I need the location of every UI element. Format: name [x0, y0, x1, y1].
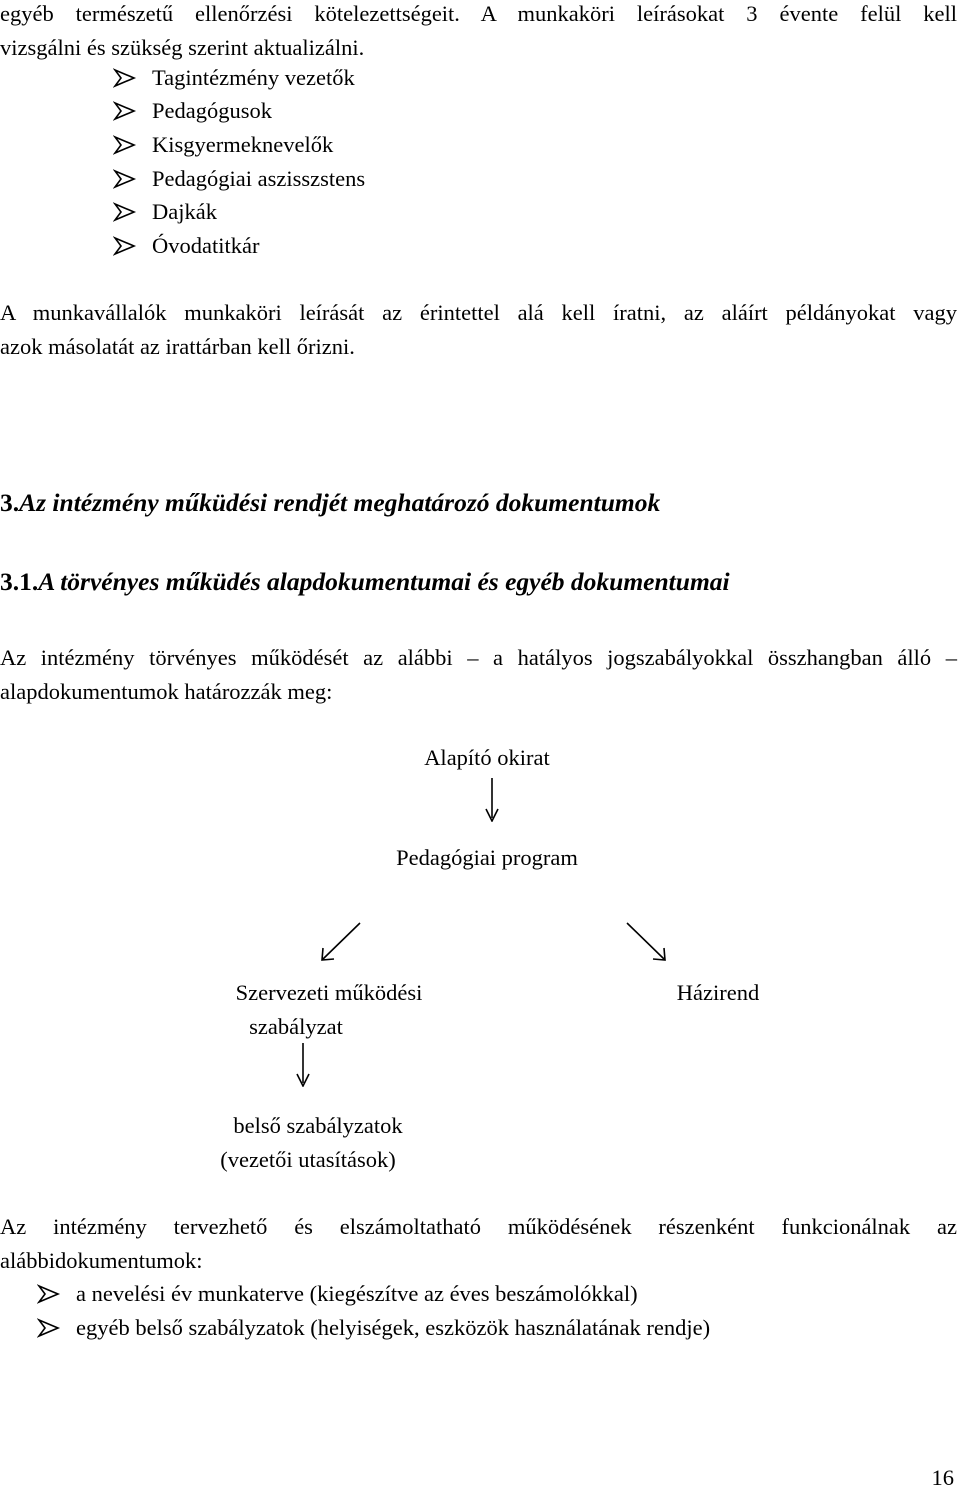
subsection-heading	[0, 569, 730, 595]
arrowhead-bullet-icon	[113, 68, 137, 88]
node-founding-document: Alapító okirat	[424, 745, 550, 770]
node-internal-rules: belső szabályzatok	[233, 1113, 403, 1138]
arrowhead-bullet-icon	[37, 1318, 61, 1338]
arrowhead-bullet-icon	[113, 101, 137, 121]
list-item	[152, 235, 259, 258]
paragraph-line: Az intézmény törvényes működését az alábbi – a hatályos jogszabályokkal összhangban álló –	[0, 645, 957, 670]
node-pedagogical-program: Pedagógiai program	[396, 845, 578, 870]
paragraph-line: azok másolatát az irattárban kell őrizni.	[0, 334, 355, 359]
list-item-label: Óvodatitkár	[152, 233, 260, 258]
list-item	[152, 100, 272, 123]
arrowhead-bullet-icon	[37, 1284, 61, 1304]
section-title: Az intézmény műküdési rendjét meghatározó dokumentumok	[19, 488, 661, 517]
paragraph-line: Az intézmény tervezhető és elszámoltatható működésének részenként funkcionálnak az	[0, 1214, 957, 1239]
arrow-down-icon	[293, 1043, 313, 1087]
node-org-rules-line2: szabályzat	[249, 1014, 343, 1039]
paragraph-line: A munkavállalók munkaköri leírását az érintettel alá kell íratni, az aláírt példányokat vagy	[0, 300, 957, 325]
section-title: A törvényes műküdés alapdokumentumai és egyéb dokumentumai	[38, 567, 730, 596]
arrowhead-bullet-icon	[113, 202, 137, 222]
node-org-rules: Szervezeti működési	[235, 980, 423, 1005]
list-item-label: Pedagógusok	[152, 98, 272, 123]
list-item-label: Pedagógiai aszisszstens	[152, 166, 366, 191]
paragraph-line: alapdokumentumok határozzák meg:	[0, 679, 333, 704]
node-house-rules: Házirend	[676, 980, 760, 1005]
list-item-label: Kisgyermeknevelők	[152, 132, 334, 157]
list-item-label: Dajkák	[152, 199, 217, 224]
list-item	[152, 134, 333, 157]
list-item	[76, 1283, 638, 1306]
list-item-label: a nevelési év munkaterve (kiegészítve az éves beszámolókkal)	[76, 1281, 638, 1306]
paragraph-line: alábbidokumentumok:	[0, 1248, 203, 1273]
paragraph-line: vizsgálni és szükség szerint aktualizálni.	[0, 35, 365, 60]
list-item	[152, 67, 355, 90]
arrow-down-right-icon	[624, 920, 668, 964]
arrowhead-bullet-icon	[113, 236, 137, 256]
page-number: 16	[931, 1465, 954, 1490]
arrow-down-left-icon	[319, 920, 363, 964]
list-item-label: egyéb belső szabályzatok (helyiségek, eszközök használatának rendje)	[76, 1315, 711, 1340]
node-internal-rules-line2: (vezetői utasítások)	[220, 1147, 396, 1172]
section-heading	[0, 490, 660, 516]
list-item	[152, 201, 217, 224]
section-number: 3.	[0, 488, 20, 517]
arrowhead-bullet-icon	[113, 169, 137, 189]
list-item	[152, 168, 365, 191]
list-item-label: Tagintézmény vezetők	[152, 65, 355, 90]
paragraph-line: egyéb természetű ellenőrzési kötelezettségeit. A munkaköri leírásokat 3 évente felül kell	[0, 1, 957, 26]
list-item	[76, 1317, 710, 1340]
arrow-down-icon	[482, 778, 502, 822]
arrowhead-bullet-icon	[113, 135, 137, 155]
section-number: 3.1.	[0, 567, 39, 596]
